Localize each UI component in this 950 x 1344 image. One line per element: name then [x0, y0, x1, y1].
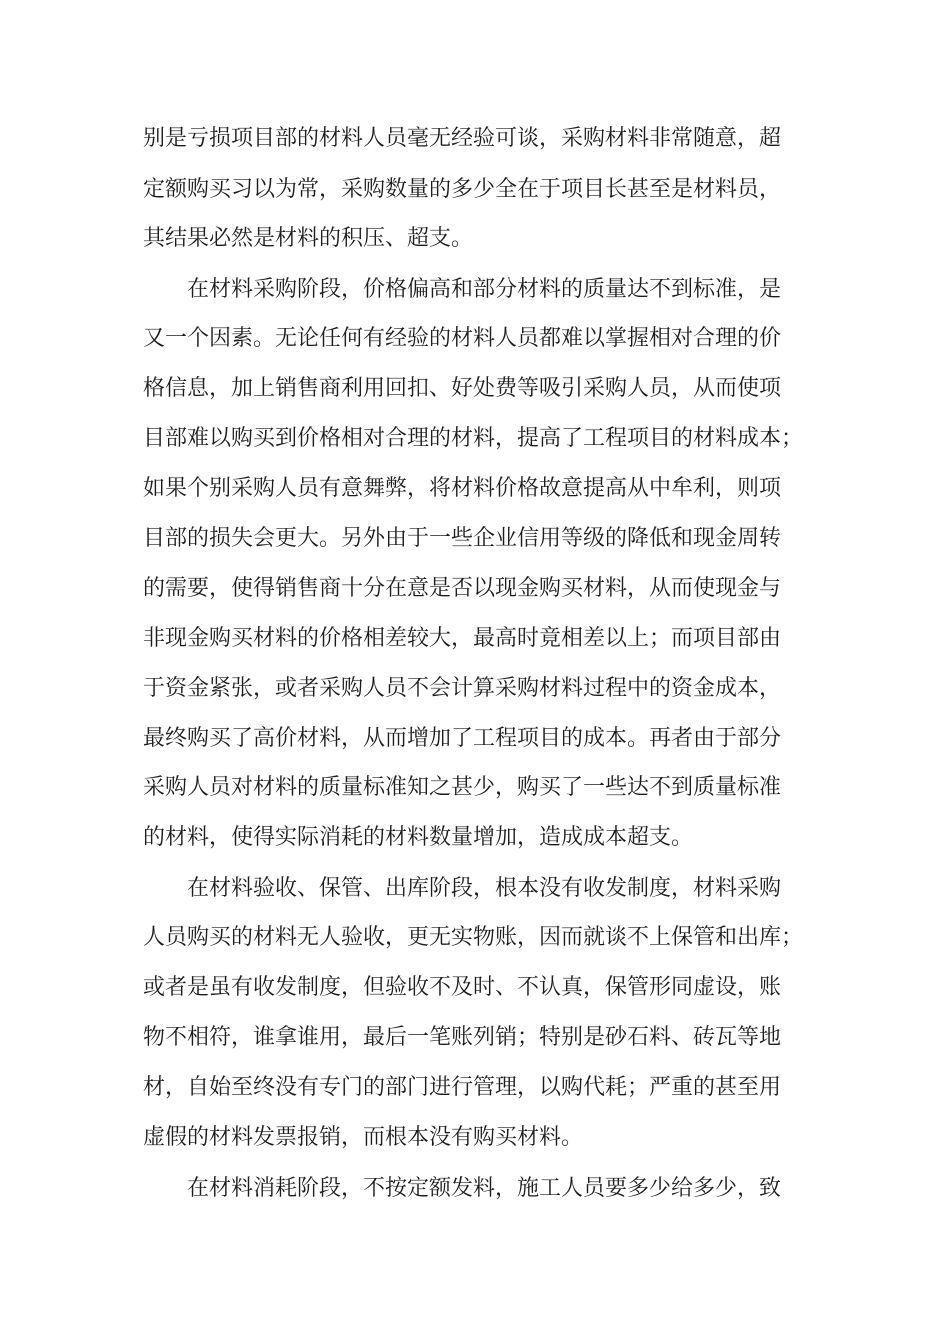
text-line: 目部难以购买到价格相对合理的材料，提高了工程项目的材料成本；: [143, 426, 804, 451]
text-line: 采购人员对材料的质量标准知之甚少，购买了一些达不到质量标准: [143, 775, 782, 800]
text-line: 其结果必然是材料的积压、超支。: [143, 226, 474, 251]
text-line: 别是亏损项目部的材料人员毫无经验可谈，采购材料非常随意，超: [143, 126, 782, 151]
text-line: 如果个别采购人员有意舞弊，将材料价格故意提高从中牟利，则项: [143, 476, 782, 501]
paragraph-first-line: 在材料采购阶段，价格偏高和部分材料的质量达不到标准，是: [187, 277, 782, 302]
text-line: 定额购买习以为常，采购数量的多少全在于项目长甚至是材料员，: [143, 177, 782, 202]
text-line: 物不相符，谁拿谁用，最后一笔账列销；特别是砂石料、砖瓦等地: [143, 1025, 782, 1050]
text-line: 的需要，使得销售商十分在意是否以现金购买材料，从而使现金与: [143, 576, 782, 601]
text-line: 于资金紧张，或者采购人员不会计算采购材料过程中的资金成本，: [143, 676, 782, 701]
text-line: 的材料，使得实际消耗的材料数量增加，造成成本超支。: [143, 825, 694, 850]
text-line: 虚假的材料发票报销，而根本没有购买材料。: [143, 1125, 584, 1150]
text-line: 格信息，加上销售商利用回扣、好处费等吸引采购人员，从而使项: [143, 376, 782, 401]
text-line: 又一个因素。无论任何有经验的材料人员都难以掌握相对合理的价: [143, 326, 782, 351]
text-line: 材，自始至终没有专门的部门进行管理，以购代耗；严重的甚至用: [143, 1075, 782, 1100]
text-line: 最终购买了高价材料，从而增加了工程项目的成本。再者由于部分: [143, 726, 782, 751]
text-line: 目部的损失会更大。另外由于一些企业信用等级的降低和现金周转: [143, 526, 782, 551]
text-line: 或者是虽有收发制度，但验收不及时、不认真，保管形同虚设，账: [143, 975, 782, 1000]
paragraph-first-line: 在材料验收、保管、出库阶段，根本没有收发制度，材料采购: [187, 876, 782, 901]
text-line: 非现金购买材料的价格相差较大，最高时竟相差以上；而项目部由: [143, 626, 782, 651]
text-line: 人员购买的材料无人验收，更无实物账，因而就谈不上保管和出库；: [143, 925, 804, 950]
paragraph-first-line: 在材料消耗阶段，不按定额发料，施工人员要多少给多少，致: [187, 1176, 782, 1201]
